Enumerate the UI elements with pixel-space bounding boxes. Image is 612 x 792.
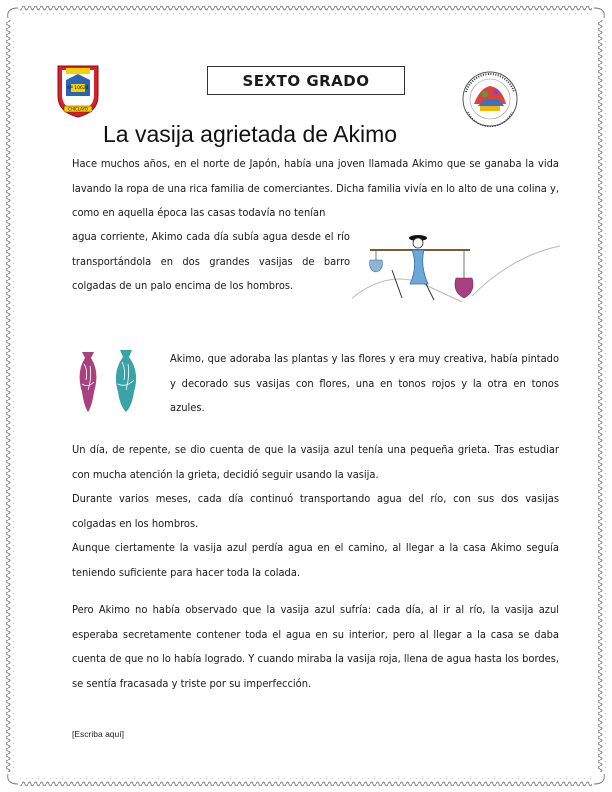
- red-and-blue-vases-illustration: [70, 350, 154, 414]
- institution-seal-icon: [458, 70, 522, 128]
- crest-number: Nº 10624: [67, 86, 89, 91]
- story-paragraph-5: Aunque ciertamente la vasija azul perdía agua en el camino, al llegar a la casa Akimo seguía teniendo suficiente para hacer toda la colada.: [72, 541, 559, 579]
- red-vase-icon: [80, 352, 97, 412]
- story-paragraph-1b: agua corriente, Akimo cada día subía agua desde el río transportándola en dos grandes vasijas de barro colgadas de un palo encima de los hombros.: [72, 230, 350, 292]
- story-title: La vasija agrietada de Akimo: [103, 121, 398, 147]
- story-paragraph-2: Akimo, que adoraba las plantas y las flores y era muy creativa, había pintado y decorado sus vasijas con flores, una en tonos rojos y la otra en tonos azules.: [170, 352, 559, 414]
- placeholder-text[interactable]: [Escriba aquí]: [72, 729, 124, 739]
- school-crest-icon: [56, 64, 100, 118]
- akimo-carrying-vases-illustration: [352, 226, 562, 308]
- blue-vase-icon: [116, 350, 136, 412]
- story-paragraph-6: Pero Akimo no había observado que la vasija azul sufría: cada día, al ir al río, la vasija azul esperaba secretamente contener toda el agua en su interior, pero al llegar a la casa se daba cuenta de que no lo había logrado. Y cuando miraba la vasija roja, llena de agua hasta los bordes, se sentía fracasada y triste por su imperfección.: [72, 603, 559, 690]
- grade-label: SEXTO GRADO: [207, 66, 405, 95]
- story-paragraph-1a: Hace muchos años, en el norte de Japón, había una joven llamada Akimo que se ganaba la vida lavando la ropa de una rica familia de comerciantes. Dicha familia vivía en lo alto de una colina y, como en aquella época las casas todavía no tenían: [72, 157, 559, 219]
- story-paragraph-4: Durante varios meses, cada día continuó transportando agua del río, con sus dos vasijas colgadas en los hombros.: [72, 492, 559, 530]
- story-paragraph-3: Un día, de repente, se dio cuenta de que la vasija azul tenía una pequeña grieta. Tras estudiar con mucha atención la grieta, decidió seguir usando la vasija.: [72, 443, 559, 481]
- crest-city: CHICLAYO: [68, 106, 88, 112]
